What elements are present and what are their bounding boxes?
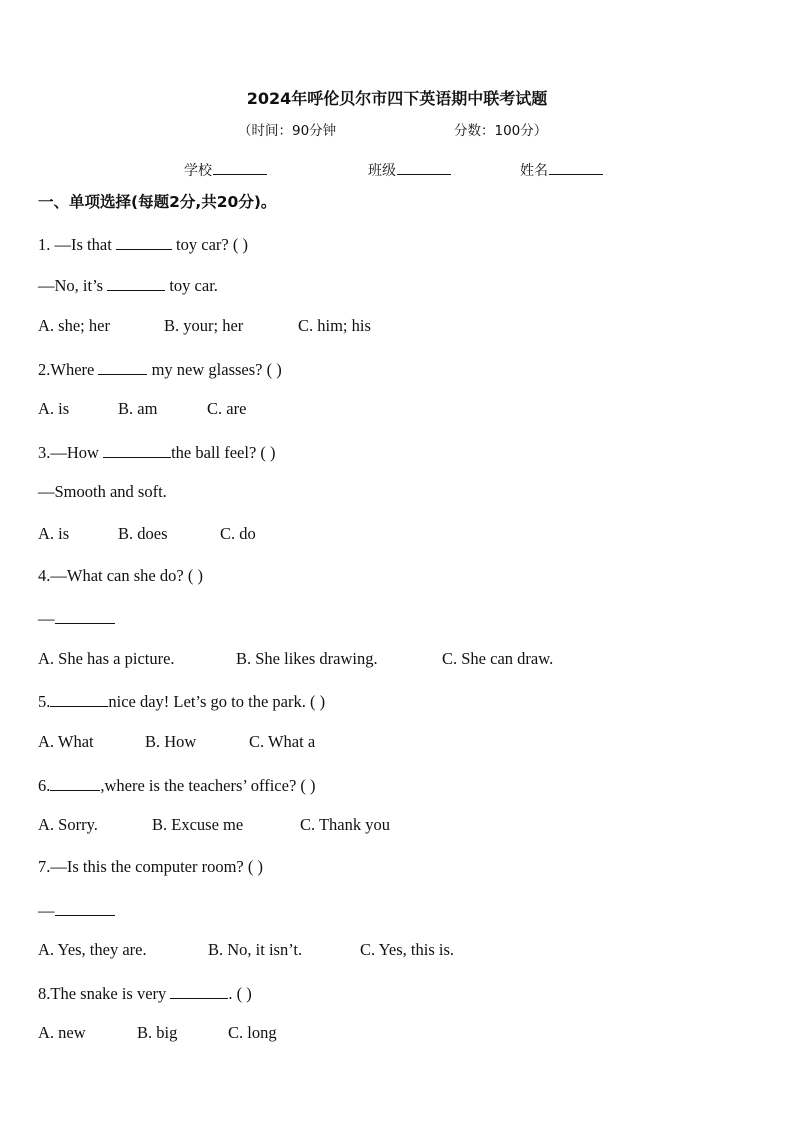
name-field	[520, 160, 603, 180]
q4-line2: —	[38, 607, 115, 629]
class-field	[368, 160, 451, 180]
q2-option-b[interactable]: B. am	[118, 399, 158, 418]
name-blank[interactable]	[549, 160, 603, 175]
name-label: 姓名	[520, 163, 548, 179]
q8-option-b[interactable]: B. big	[137, 1023, 178, 1042]
q3-option-b[interactable]: B. does	[118, 524, 168, 543]
q7-line1: 7.—Is this the computer room? ( )	[38, 857, 263, 876]
q8-blank[interactable]	[170, 982, 228, 999]
q6-option-c[interactable]: C. Thank you	[300, 815, 390, 834]
school-field	[184, 160, 267, 180]
q7-option-b[interactable]: B. No, it isn’t.	[208, 940, 303, 959]
q2-option-c[interactable]: C. are	[207, 399, 247, 418]
q6-option-a[interactable]: A. Sorry.	[38, 815, 98, 834]
school-blank[interactable]	[213, 160, 267, 175]
q8-option-a[interactable]: A. new	[38, 1023, 86, 1042]
school-label: 学校	[184, 163, 212, 179]
q3-blank[interactable]	[103, 441, 171, 458]
q1-blank1[interactable]	[116, 233, 172, 250]
q3-option-a[interactable]: A. is	[38, 524, 70, 543]
q5-option-b[interactable]: B. How	[145, 732, 197, 751]
q4-line1: 4.—What can she do? ( )	[38, 566, 203, 585]
q3-line2: —Smooth and soft.	[38, 482, 167, 501]
q3-line1: 3.—How the ball feel? ( )	[38, 443, 276, 462]
q7-blank[interactable]	[55, 899, 115, 916]
q4-option-a[interactable]: A. She has a picture.	[38, 649, 175, 668]
q1-line2: —No, it’s toy car.	[38, 276, 218, 295]
q8-option-c[interactable]: C. long	[228, 1023, 277, 1042]
q1-line1: 1. —Is that toy car? ( )	[38, 235, 248, 254]
q2-line1: 2.Where my new glasses? ( )	[38, 360, 282, 379]
q6-line1: 6. ,where is the teachers’ office? ( )	[38, 776, 316, 795]
q7-option-a[interactable]: A. Yes, they are.	[38, 940, 147, 959]
q7-option-c[interactable]: C. Yes, this is.	[360, 940, 454, 959]
q5-option-a[interactable]: A. What	[38, 732, 94, 751]
q1-option-b[interactable]: B. your; her	[164, 316, 244, 335]
exam-score: 分数：100分）	[454, 123, 548, 139]
q2-blank[interactable]	[98, 358, 147, 375]
q3-option-c[interactable]: C. do	[220, 524, 256, 543]
exam-title: 2024年呼伦贝尔市四下英语期中联考试题	[246, 89, 548, 108]
section-title: 一、单项选择(每题2分,共20分)。	[38, 193, 277, 211]
q1-blank2[interactable]	[107, 274, 165, 291]
class-blank[interactable]	[397, 160, 451, 175]
q5-option-c[interactable]: C. What a	[249, 732, 316, 751]
q8-line1: 8.The snake is very . ( )	[38, 984, 252, 1003]
q5-line1: 5. nice day! Let’s go to the park. ( )	[38, 692, 326, 711]
q5-blank[interactable]	[50, 690, 108, 707]
q4-option-c[interactable]: C. She can draw.	[442, 649, 554, 668]
q1-option-c[interactable]: C. him; his	[298, 316, 371, 335]
class-label: 班级	[368, 163, 396, 179]
q2-option-a[interactable]: A. is	[38, 399, 70, 418]
exam-time: （时间：90分钟	[238, 123, 337, 139]
q4-blank[interactable]	[55, 607, 115, 624]
q6-option-b[interactable]: B. Excuse me	[152, 815, 244, 834]
q6-blank[interactable]	[50, 774, 100, 791]
q7-line2: —	[38, 899, 115, 921]
q4-option-b[interactable]: B. She likes drawing.	[236, 649, 378, 668]
q1-option-a[interactable]: A. she; her	[38, 316, 110, 335]
